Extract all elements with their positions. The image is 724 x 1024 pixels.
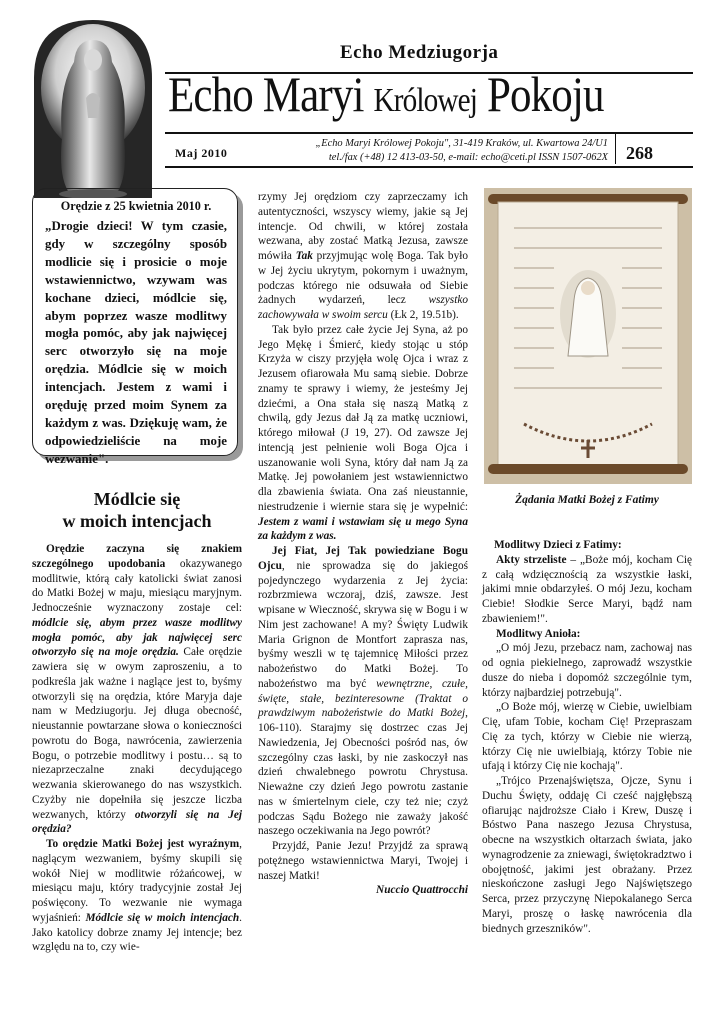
article-paragraph: Jej Fiat, Jej Tak powiedziane Bogu Ojcu, nie sprowadza się do jakiegoś pojedynczego wydarzenia z Jej życia: rozbrzmiewa wczoraj, dziś, zawsze. Jest wpisane w Wieczność, skrywa się w Bogu i w Nim jest zachowane! A my? Święty Ludwik Maria Grignon de Montfort zaprasza nas, byśmy weszli w tę tajemnicę Miłości przez nabożeństwo do Matki Bożej. To nabożeństwo ma być wewnętrzne, czułe, święte, stałe, bezinteresowne (Traktat o prawdziwym nabożeństwie do Matki Bożej, 106-110). Starajmy się dostrzec czas Jej Nawiedzenia, Jej Obecności pośród nas, ów szczególny czas łaski, by nie zaskoczył nas dzień chwalebnego powrotu Chrystusa. Nieważne czy dzień Jego powrotu zastanie nas w śmiertelnym ciele, czy też nie; czyż podczas Sądu Bożego nie zaważy jakość naszego oczekiwania na Jego powrót? [258,545,469,838]
article-author: Nuccio Quattrocchi [376,884,468,897]
issue-date: Maj 2010 [175,146,228,160]
masthead-rule-bottom [165,166,693,168]
newspaper-title: Echo Maryi Królowej Pokoju [168,66,604,122]
prayers-column [482,538,692,936]
article-paragraph: Przyjdź, Panie Jezu! Przyjdź za sprawą potężnego wstawiennictwa Maryi, Twojej i naszej Matki! [258,840,468,882]
article-column-2 [258,190,468,898]
issue-number: 268 [626,143,653,163]
message-box [32,188,238,466]
prayers-heading: Modlitwy Anioła: [496,627,581,640]
prayer-paragraph: „O Boże mój, wierzę w Ciebie, uwielbiam Cię, ufam Tobie, kocham Cię! Przepraszam Cię za tych, którzy w Ciebie nie wierzą, którzy Cię nie uwielbiają, którzy Tobie nie ufają i którzy Cię nie kochają". [482,701,692,773]
prayers-heading: Modlitwy Dzieci z Fatimy: [494,539,622,551]
fatima-scroll-image [484,188,692,484]
article-paragraph: Tak było przez całe życie Jej Syna, aż po Jego Mękę i Śmierć, kiedy stojąc u stóp Krzyża w ciszy przyjęła wolę Ojca i wraz z Jezusem ofiarowała Mu samą siebie. Dobrze znamy te sprawy i wiemy, że jesteśmy Jej dziećmi, a Ona stała się naszą Matką z chwilą, gdy Jezus dał Ją za matkę uczniowi, którego miłował (J 19, 27). Od zawsze Jej intencją jest pełnienie woli Boga Ojca i uszanowanie woli Syna, który dał nam Ją za Matkę. Jej powołaniem jest wstawiennictwo dla zbawienia świata. Ona zaś nieustannie, niestrudzenie i wiernie stara się je wypełnić: Jestem z wami i wstawiam się u mego Syna za każdym z was. [258,323,468,543]
article-paragraph: Orędzie zaczyna się znakiem szczególnego upodobania okazywanego modlitwie, którą cały katolicki świat zanosi do Matki Bożej w maju, miesiącu maryjnym. Jednocześnie wyznaczony zostaje cel: módlcie się, abym przez wasze modlitwy mogła pomóc, aby jak najwięcej serc otworzyło się na moje orędzia. Całe orędzie zawiera się w owym zaproszeniu, a to podkreśla jak ważne i naglące jest to, byśmy otworzyli się na orędzia, które Maryja daje nam w Medziugorju. Jej długa obecność, nieustannie powtarzane słowa o konieczności powrotu do Boga, nawrócenia, zawierzenia Bogu, o potrzebie modlitwy i postu… są to niezaprzeczalne znaki decydującego wezwania skierowanego do nas wszystkich. Czyżby nie dopełniła się jeszcze liczba wezwanych, którzy otworzyli się na Jej orędzia? [32,543,243,836]
prayer-paragraph: „Trójco Przenajświętsza, Ojcze, Synu i Duchu Święty, oddaję Ci cześć najgłębszą ofiarując najdroższe Ciało i Krew, Duszę i Bóstwo Pana naszego Jezusa Chrystusa, obecne na wszystkich ołtarzach świata, jako wynagrodzenie za zniewagi, świętokradztwo i obojętność, jakimi jest obrażany. Przez nieskończone zasługi Jego Najświętszego Serca, przez przyczynę Niepokalanego Serca Maryi, proszę o łaskę nawrócenia dla biednych grzeszników". [482,775,692,935]
madonna-statue-image [32,18,154,198]
issue-separator [615,134,616,164]
image-caption: Żądania Matki Bożej z Fatimy [515,494,659,506]
article-heading: Módlcie się w moich intencjach [62,489,212,531]
masthead-subtitle: Echo Medziugorja [340,42,499,63]
prayer-paragraph: „O mój Jezu, przebacz nam, zachowaj nas od ognia piekielnego, zaprowadź wszystkie dusze do nieba i dopomóż szczególnie tym, którzy najbardziej potrzebują". [482,642,692,699]
masthead-rule-middle [165,132,693,134]
prayer-paragraph: Akty strzeliste – „Boże mój, kocham Cię z całą wdzięcznością za wszystkie łaski, jakimi mnie obdarzyłeś. O mój Jezu, kocham Ciebie! Słodkie Serce Maryi, bądź nam zbawieniem!". [482,553,693,625]
article-column-1 [32,542,242,955]
article-paragraph: rzymy Jej orędziom czy zaprzeczamy ich autentyczności, wszyscy wiemy, jakie są Jej intencje. Od chwili, w której została wezwana, aby zostać Matką Jezusa, zawsze mówiła Tak przyjmując wolę Boga. Tak było w Jej życiu ukrytym, pokornym i uważnym, podczas którego nie odsuwała od Siebie żadnych wydarzeń, lecz wszystko zachowywała w swoim sercu (Łk 2, 19.51b). [258,191,469,321]
publisher-address: „Echo Maryi Królowej Pokoju", 31-419 Kraków, ul. Kwartowa 24/U1 tel./fax (+48) 12 413-03-50, e-mail: echo@ceti.pl ISSN 1507-062X [315,138,608,163]
message-heading: Orędzie z 25 kwietnia 2010 r. [60,199,212,213]
message-text: „Drogie dzieci! W tym czasie, gdy w szczególny sposób modlicie się i prosicie o moje wstawiennictwo, wzywam was kochane dzieci, módlcie się, abym poprzez wasze modlitwy mogła pomóc, aby jak najwięcej serc otworzyło się na moje orędzia. Módlcie się w moich intencjach. Jestem z wami i oręduję przed moim Synem za każdym z was. Dziękuję wam, że odpowiedzieliście na moje wezwanie". [45,219,227,466]
article-paragraph: To orędzie Matki Bożej jest wyraźnym, naglącym wezwaniem, byśmy skupili się wokół Niej w modlitwie różańcowej, w miesiącu maju, który tradycyjnie został Jej poświęcony. To wezwanie nie wymaga wyjaśnień: Módlcie się w moich intencjach. Jako katolicy dobrze znamy Jej intencje; bez względu na to, czy wie- [32,838,242,954]
